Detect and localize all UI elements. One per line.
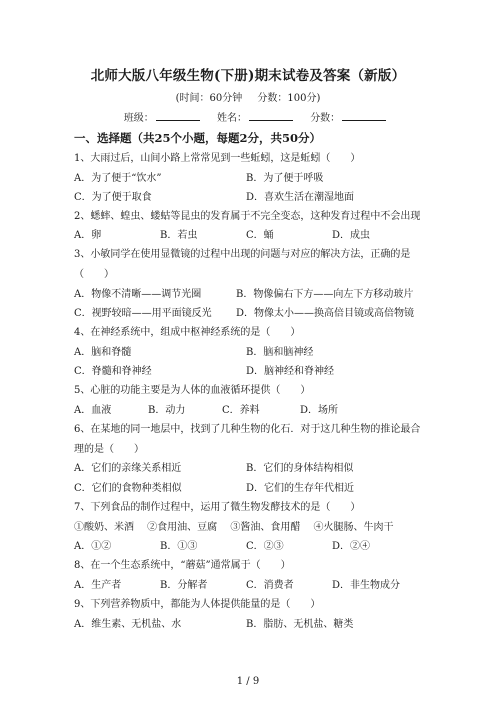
question-5: 5、心脏的功能主要是为人体的血液循环提供（ ） [74,385,311,396]
question-4-option-a: A．脑和脊髓 [74,347,132,358]
page-title: 北师大版八年级生物(下册)期末试卷及答案（新版） [90,68,406,84]
question-6-cont: 理的是（ ） [74,444,144,455]
question-1-option-c: C．为了便于取食 [74,192,152,203]
question-8-option-a: A．生产者 [74,580,122,591]
question-7: 7、下列食品的制作过程中，运用了微生物发酵技术的是（ ） [74,502,361,513]
question-7-items: ①酸奶、米酒 ②食用油、豆腐 ③酱油、食用醋 ④火腿肠、牛肉干 [74,522,394,533]
question-3-option-b: B．物像偏右下方——向左下方移动玻片 [236,289,414,300]
question-6-option-c: C．它们的食物种类相似 [74,483,182,494]
question-6-option-b: B．它们的身体结构相似 [246,463,354,474]
question-8-option-c: C．消费者 [246,580,294,591]
question-2-option-b: B．若虫 [160,230,198,241]
question-5-option-a: A．血液 [74,405,112,416]
question-8-option-b: B．分解者 [160,580,208,591]
question-2-option-a: A．卵 [74,230,102,241]
question-4: 4、在神经系统中，组成中枢神经系统的是（ ） [74,327,301,338]
question-3-cont: （ ） [74,269,114,280]
question-9-option-a: A．维生素、无机盐、水 [74,619,182,630]
section-heading: 一、选择题（共25个小题，每题2分，共50分） [74,131,322,145]
question-8-option-d: D．非生物成分 [332,580,401,591]
question-1-option-b: B．为了便于呼吸 [246,173,324,184]
question-6-option-a: A．它们的亲缘关系相近 [74,463,182,474]
question-5-option-b: B．动力 [148,405,186,416]
question-1-option-a: A．为了便于“饮水” [74,173,162,184]
question-1-option-d: D．喜欢生活在潮湿地面 [246,192,355,203]
name-blank[interactable] [249,110,293,121]
question-5-option-c: C．养料 [222,405,260,416]
score-label: 分数： [310,113,341,124]
class-label: 班级： [123,113,154,124]
question-4-option-d: D．脑神经和脊神经 [246,366,335,377]
exam-time: (时间：60分钟 [175,93,243,104]
question-8: 8、在一个生态系统中，“蘑菇”通常属于（ ） [74,560,291,571]
question-2-option-c: C．蛹 [246,230,274,241]
question-6-option-d: D．它们的生存年代相近 [246,483,355,494]
question-7-option-b: B．①③ [160,541,198,552]
question-4-option-b: B．脑和脑神经 [246,347,314,358]
class-blank[interactable] [156,110,200,121]
question-7-option-c: C．②③ [246,541,284,552]
question-9: 9、下列营养物质中，都能为人体提供能量的是（ ） [74,599,321,610]
question-7-option-a: A．①② [74,541,112,552]
question-7-option-d: D．②④ [332,541,371,552]
score-blank[interactable] [342,110,386,121]
question-6: 6、在某地的同一地层中，找到了几种生物的化石．对于这几种生物的推论最合 [74,424,421,435]
question-3-option-a: A．物像不清晰——调节光圈 [74,289,202,300]
page-number: 1 / 9 [236,676,260,687]
question-2-option-d: D．成虫 [332,230,371,241]
question-4-option-c: C．脊髓和脊神经 [74,366,152,377]
question-3-option-c: C．视野较暗——用平面镜反光 [74,308,212,319]
question-1: 1、大雨过后，山间小路上常常见到一些蚯蚓，这是蚯蚓（ ） [74,153,361,164]
exam-info [0,89,496,104]
question-3-option-d: D．物像太小——换高倍目镜或高倍物镜 [236,308,415,319]
exam-total-score: 分数：100分) [257,93,321,104]
name-label: 姓名： [217,113,247,124]
student-fields [0,109,496,124]
question-5-option-d: D．场所 [300,405,339,416]
question-3: 3、小敏同学在使用显微镜的过程中出现的问题与对应的解决方法，正确的是 [74,249,411,260]
question-2: 2、蟋蟀、蝗虫、蝼蛄等昆虫的发育属于不完全变态，这种发育过程中不会出现 [74,211,421,222]
question-9-option-b: B．脂肪、无机盐、糖类 [246,619,354,630]
